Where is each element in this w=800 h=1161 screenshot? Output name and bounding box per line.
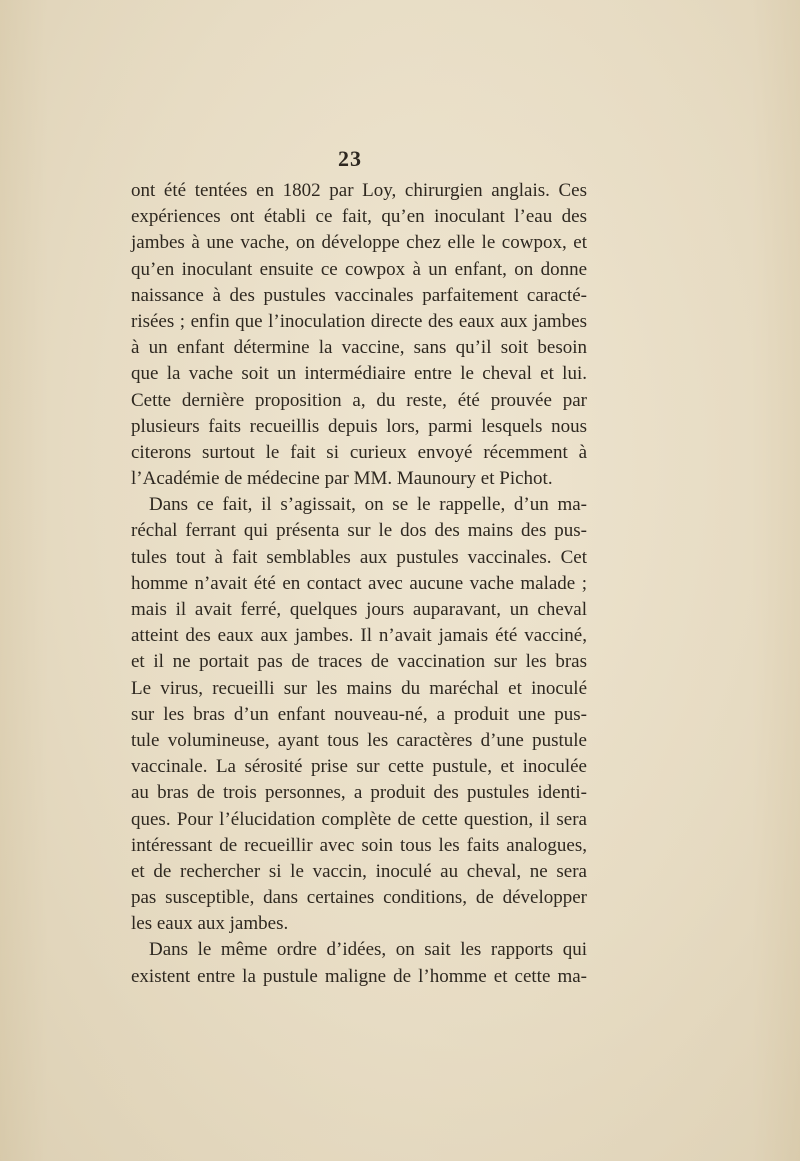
- text-line-26: intéressant de recueillir avec soin tous les faits analogues,: [131, 834, 587, 856]
- text-line-30: Dans le même ordre d’idées, on sait les rapports qui: [149, 939, 587, 961]
- text-line-9: Cette dernière proposition a, du reste, été prouvée par: [131, 389, 587, 411]
- text-line-15: tules tout à fait semblables aux pustules vaccinales. Cet: [131, 546, 587, 568]
- text-line-20: Le virus, recueilli sur les mains du maréchal et inoculé: [131, 677, 587, 699]
- text-line-4: qu’en inoculant ensuite ce cowpox à un enfant, on donne: [131, 258, 587, 280]
- text-line-3: jambes à une vache, on développe chez elle le cowpox, et: [131, 232, 587, 254]
- page-number: 23: [338, 146, 362, 171]
- text-line-2: expériences ont établi ce fait, qu’en inoculant l’eau des: [131, 206, 587, 228]
- text-line-17: mais il avait ferré, quelques jours auparavant, un cheval: [131, 599, 587, 620]
- text-line-23: vaccinale. La sérosité prise sur cette pustule, et inoculée: [131, 756, 587, 778]
- text-line-31: existent entre la pustule maligne de l’homme et cette ma-: [131, 965, 587, 987]
- text-line-27: et de rechercher si le vaccin, inoculé au cheval, ne sera: [131, 860, 587, 882]
- text-line-8: que la vache soit un intermédiaire entre le cheval et lui.: [131, 363, 587, 385]
- text-line-28: pas susceptible, dans certaines conditions, de développer: [131, 887, 587, 909]
- text-line-10: plusieurs faits recueillis depuis lors, parmi lesquels nous: [131, 415, 587, 437]
- text-line-24: au bras de trois personnes, a produit des pustules identi-: [131, 782, 587, 804]
- text-line-19: et il ne portait pas de traces de vaccination sur les bras: [131, 651, 587, 673]
- text-line-22: tule volumineuse, ayant tous les caractères d’une pustule: [131, 729, 587, 751]
- text-line-6: risées ; enfin que l’inoculation directe des eaux aux jambes: [131, 310, 587, 332]
- body-text: [131, 178, 587, 990]
- text-line-29: les eaux aux jambes.: [131, 913, 289, 935]
- text-line-1: ont été tentées en 1802 par Loy, chirurgien anglais. Ces: [131, 180, 587, 201]
- text-line-18: atteint des eaux aux jambes. Il n’avait jamais été vacciné,: [131, 625, 587, 647]
- text-line-25: ques. Pour l’élucidation complète de cette question, il sera: [131, 808, 587, 830]
- text-line-14: réchal ferrant qui présenta sur le dos des mains des pus-: [131, 520, 587, 542]
- text-line-21: sur les bras d’un enfant nouveau-né, a produit une pus-: [131, 703, 587, 725]
- text-line-11: citerons surtout le fait si curieux envoyé récemment à: [131, 441, 587, 463]
- text-line-5: naissance à des pustules vaccinales parfaitement caracté-: [131, 284, 587, 306]
- text-line-12: l’Académie de médecine par MM. Maunoury et Pichot.: [131, 468, 553, 490]
- text-line-13: Dans ce fait, il s’agissait, on se le rappelle, d’un ma-: [149, 494, 587, 516]
- text-line-7: à un enfant détermine la vaccine, sans qu’il soit besoin: [131, 337, 587, 359]
- text-line-16: homme n’avait été en contact avec aucune vache malade ;: [131, 572, 587, 594]
